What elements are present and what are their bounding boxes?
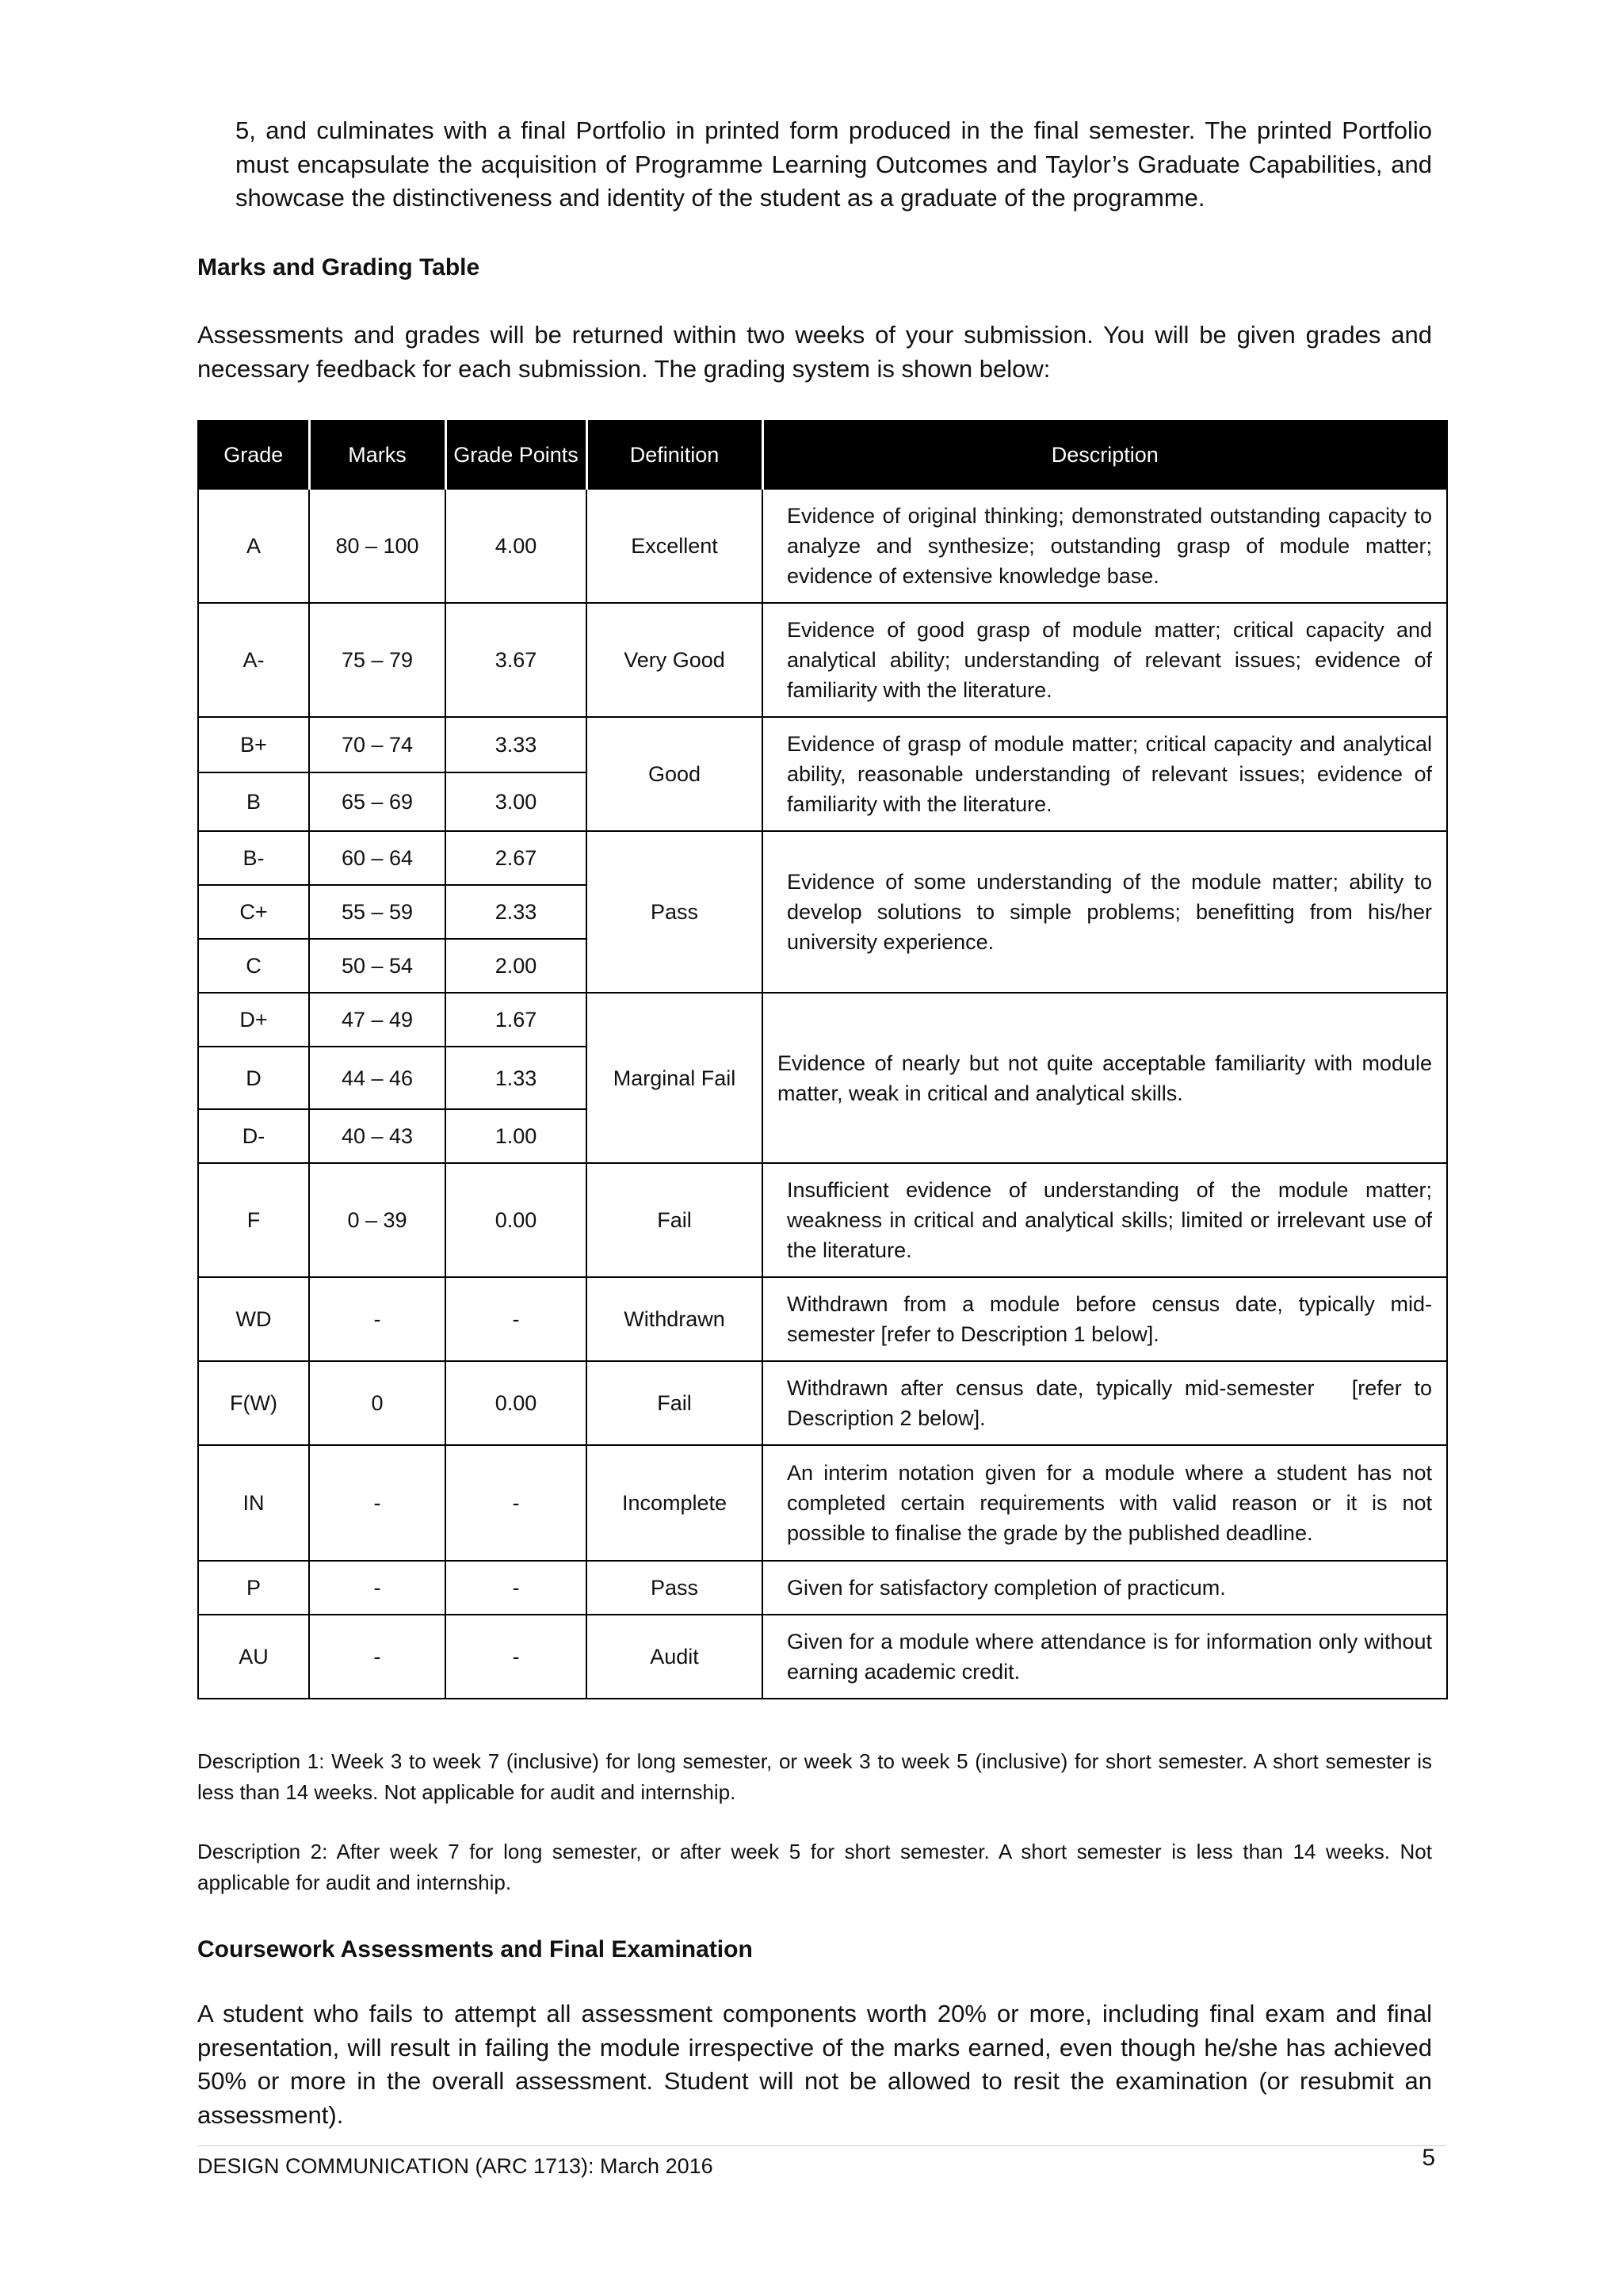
header-definition: Definition [586, 421, 762, 489]
description-cell: An interim notation given for a module where a student has not completed certain requirements with valid reason or it is not possible to finalise the grade by the published deadline. [762, 1445, 1447, 1561]
marks-cell: 47 – 49 [309, 993, 445, 1047]
grade-cell: A [198, 489, 309, 603]
marks-cell: 55 – 59 [309, 885, 445, 939]
grade-cell: IN [198, 1445, 309, 1561]
points-cell: 2.00 [445, 939, 586, 993]
marks-cell: - [309, 1445, 445, 1561]
points-cell: - [445, 1445, 586, 1561]
points-cell: 2.33 [445, 885, 586, 939]
grade-cell: D+ [198, 993, 309, 1047]
table-row [198, 1277, 1447, 1361]
description-cell: Withdrawn after census date, typically mid-semester [refer to Description 2 below]. [762, 1361, 1447, 1445]
grade-cell: B- [198, 831, 309, 885]
definition-cell: Marginal Fail [586, 993, 762, 1163]
grade-cell: B [198, 772, 309, 831]
grade-cell: AU [198, 1615, 309, 1699]
definition-cell: Audit [586, 1615, 762, 1699]
definition-cell: Good [586, 717, 762, 831]
grade-cell: B+ [198, 717, 309, 772]
definition-cell: Very Good [586, 603, 762, 717]
description-cell: Withdrawn from a module before census date, typically mid-semester [refer to Description 1 below]. [762, 1277, 1447, 1361]
grading-table-header-row [198, 421, 1447, 489]
points-cell: 2.67 [445, 831, 586, 885]
marks-cell: 80 – 100 [309, 489, 445, 603]
table-row [198, 1445, 1447, 1561]
header-grade: Grade [198, 421, 309, 489]
marks-cell: 40 – 43 [309, 1109, 445, 1163]
table-row [198, 489, 1447, 603]
points-cell: 1.33 [445, 1047, 586, 1109]
marks-cell: 65 – 69 [309, 772, 445, 831]
grade-cell: F(W) [198, 1361, 309, 1445]
marks-cell: - [309, 1561, 445, 1615]
definition-cell: Pass [586, 1561, 762, 1615]
grade-cell: F [198, 1163, 309, 1277]
points-cell: 3.33 [445, 717, 586, 772]
grading-table [197, 420, 1448, 1699]
description-cell: Given for a module where attendance is for information only without earning academic credit. [762, 1615, 1447, 1699]
description-cell: Evidence of some understanding of the module matter; ability to develop solutions to simple problems; benefitting from his/her university experience. [762, 831, 1447, 993]
grade-cell: WD [198, 1277, 309, 1361]
table-row [198, 993, 1447, 1047]
coursework-paragraph: A student who fails to attempt all assessment components worth 20% or more, including final exam and final presentation, will result in failing the module irrespective of the marks earned, even though he/she has achieved 50% or more in the overall assessment. Student will not be allowed to resit the examination (or resubmit an assessment). [197, 2000, 1432, 2129]
grade-cell: D- [198, 1109, 309, 1163]
marks-cell: - [309, 1615, 445, 1699]
definition-cell: Pass [586, 831, 762, 993]
intro-paragraph: 5, and culminates with a final Portfolio in printed form produced in the final semester. The printed Portfolio must encapsulate the acquisition of Programme Learning Outcomes and Taylor’s Graduate Capabilities, and showcase the distinctiveness and identity of the student as a graduate of the programme. [235, 116, 1432, 212]
description-cell: Evidence of good grasp of module matter; critical capacity and analytical ability; understanding of relevant issues; evidence of familiarity with the literature. [762, 603, 1447, 717]
page-number: 5 [1422, 2145, 1435, 2171]
points-cell: 1.00 [445, 1109, 586, 1163]
table-row [198, 717, 1447, 772]
footer-title: DESIGN COMMUNICATION (ARC 1713): March 2016 [197, 2154, 713, 2178]
description-2-note: Description 2: After week 7 for long semester, or after week 5 for short semester. A short semester is less than 14 weeks. Not applicable for audit and internship. [197, 1840, 1432, 1894]
points-cell: - [445, 1615, 586, 1699]
definition-cell: Excellent [586, 489, 762, 603]
marks-cell: 60 – 64 [309, 831, 445, 885]
points-cell: 0.00 [445, 1361, 586, 1445]
grade-cell: C+ [198, 885, 309, 939]
description-cell: Insufficient evidence of understanding of the module matter; weakness in critical and analytical skills; limited or irrelevant use of the literature. [762, 1163, 1447, 1277]
header-marks: Marks [309, 421, 445, 489]
points-cell: 3.67 [445, 603, 586, 717]
grade-cell: P [198, 1561, 309, 1615]
marks-cell: 44 – 46 [309, 1047, 445, 1109]
points-cell: 3.00 [445, 772, 586, 831]
marks-cell: 0 [309, 1361, 445, 1445]
marks-cell: 50 – 54 [309, 939, 445, 993]
description-cell: Evidence of original thinking; demonstrated outstanding capacity to analyze and synthesize; outstanding grasp of module matter; evidence of extensive knowledge base. [762, 489, 1447, 603]
points-cell: 4.00 [445, 489, 586, 603]
points-cell: - [445, 1561, 586, 1615]
header-grade-points: Grade Points [445, 421, 586, 489]
table-row [198, 1163, 1447, 1277]
grade-cell: D [198, 1047, 309, 1109]
table-row [198, 1361, 1447, 1445]
description-cell: Evidence of grasp of module matter; critical capacity and analytical ability, reasonable understanding of relevant issues; evidence of familiarity with the literature. [762, 717, 1447, 831]
points-cell: - [445, 1277, 586, 1361]
table-row [198, 603, 1447, 717]
description-cell: Evidence of nearly but not quite acceptable familiarity with module matter, weak in critical and analytical skills. [762, 993, 1447, 1163]
marks-grading-heading: Marks and Grading Table [197, 254, 480, 280]
points-cell: 1.67 [445, 993, 586, 1047]
table-row [198, 1615, 1447, 1699]
definition-cell: Fail [586, 1163, 762, 1277]
marks-cell: - [309, 1277, 445, 1361]
footer-divider [197, 2145, 1446, 2146]
grade-cell: A- [198, 603, 309, 717]
grade-cell: C [198, 939, 309, 993]
marks-cell: 75 – 79 [309, 603, 445, 717]
definition-cell: Incomplete [586, 1445, 762, 1561]
header-description: Description [762, 421, 1447, 489]
table-row [198, 1561, 1447, 1615]
marks-cell: 0 – 39 [309, 1163, 445, 1277]
coursework-heading: Coursework Assessments and Final Examination [197, 1936, 753, 1962]
marks-intro-paragraph: Assessments and grades will be returned within two weeks of your submission. You will be given grades and necessary feedback for each submission. The grading system is shown below: [197, 321, 1432, 383]
table-row [198, 831, 1447, 885]
definition-cell: Withdrawn [586, 1277, 762, 1361]
points-cell: 0.00 [445, 1163, 586, 1277]
marks-cell: 70 – 74 [309, 717, 445, 772]
description-cell: Given for satisfactory completion of practicum. [762, 1561, 1447, 1615]
definition-cell: Fail [586, 1361, 762, 1445]
description-1-note: Description 1: Week 3 to week 7 (inclusive) for long semester, or week 3 to week 5 (inclusive) for short semester. A short semester is less than 14 weeks. Not applicable for audit and internship. [197, 1749, 1432, 1804]
